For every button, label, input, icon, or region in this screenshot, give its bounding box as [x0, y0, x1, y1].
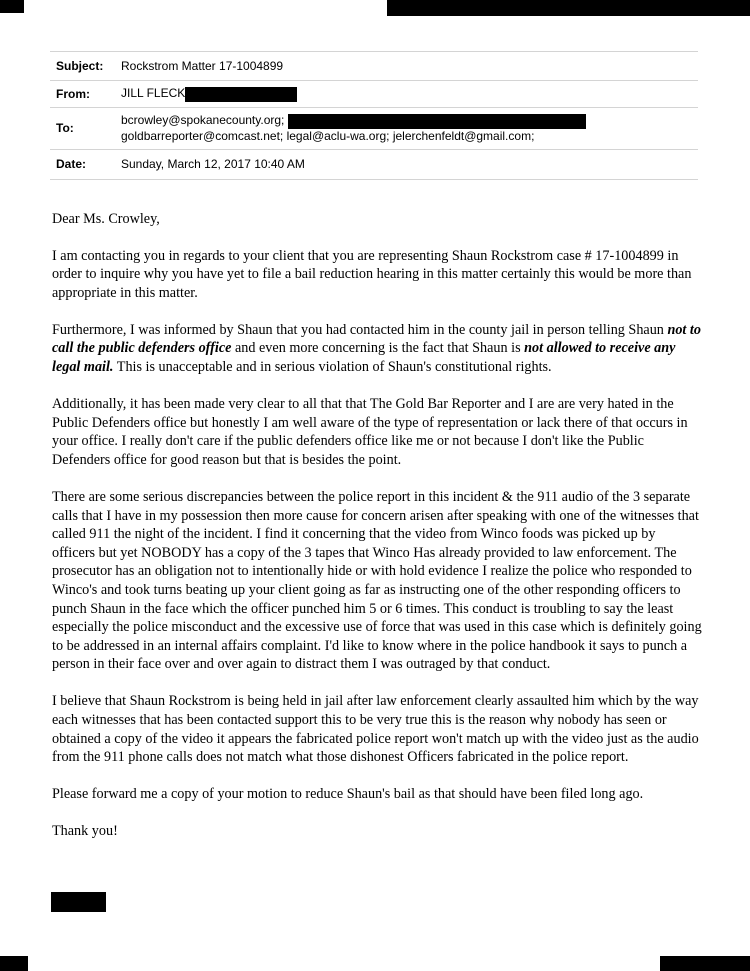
to-row — [50, 108, 698, 150]
redaction-top-right — [387, 0, 750, 16]
from-row — [50, 81, 698, 108]
from-cell — [113, 81, 698, 108]
paragraph-public-defenders: Additionally, it has been made very clear to all that that The Gold Bar Reporter and I are are very hated in the Public Defenders office but honestly I am well aware of the type of representation or lack there of that occurs in your office. I really don't care if the public defenders office like me or not because I don't like the Public Defenders office for good reason but that is besides the point. — [52, 396, 688, 468]
paragraph-discrepancies: There are some serious discrepancies between the police report in this incident & the 911 audio of the 3 separate calls that I have in my possession then more cause for concern arisen after speaking with one of the witnesses that called 911 the night of the incident. I find it concerning that the video from Winco foods was picked up by officers but yet NOBODY has a copy of the 3 tapes that Winco Has already provided to law enforcement. The prosecutor has an obligation not to intentionally hide or with hold evidence I realize the police who responded to Winco's and took turns beating up your client going as far as instructing one of the other responding officers to punch Shaun in the face which the officer punched him 5 or 6 times. This conduct is troubling to say the least especially the police misconduct and the excessive use of force that was used in this case which is definitely going to be addressed in an internal affairs complaint. I'd like to know where in the police handbook it says to punch a person in their face over and over again to distract them I was outraged by that conduct. — [52, 489, 702, 673]
paragraph-jail-contact — [52, 321, 702, 377]
from-value: JILL FLECK — [121, 86, 186, 101]
from-label: From: — [50, 81, 113, 108]
p2-emphasis-b: not allowed to receive any legal mail. — [52, 340, 676, 376]
paragraph-bail: I am contacting you in regards to your client that you are representing Shaun Rockstrom case # 17-1004899 in order to inquire why you have yet to file a bail reduction hearing in this matter certainly this would be more than appropriate in this matter. — [52, 247, 692, 301]
email-header — [50, 51, 698, 180]
date-value: Sunday, March 12, 2017 10:40 AM — [113, 150, 698, 180]
redaction-top-left — [0, 0, 24, 13]
p2-text-a: Furthermore, I was informed by Shaun that you had contacted him in the county jail in person telling Shaun — [52, 321, 668, 338]
to-redaction — [288, 114, 586, 129]
paragraph-request: Please forward me a copy of your motion to reduce Shaun's bail as that should have been filed long ago. — [52, 786, 644, 803]
email-body — [52, 210, 702, 860]
subject-value: Rockstrom Matter 17-1004899 — [113, 52, 698, 81]
to-recipient-1: bcrowley@spokanecounty.org; — [121, 113, 285, 128]
subject-row — [50, 52, 698, 81]
to-line-1 — [121, 113, 698, 128]
redaction-signature — [51, 892, 106, 912]
to-line-2: goldbarreporter@comcast.net; legal@aclu-wa.org; jelerchenfeldt@gmail.com; — [121, 128, 535, 143]
redaction-bottom-right — [660, 956, 750, 971]
p2-text-c: and even more concerning is the fact that Shaun is — [231, 340, 525, 357]
greeting: Dear Ms. Crowley, — [52, 211, 160, 227]
date-label: Date: — [50, 150, 113, 180]
from-redaction — [185, 87, 297, 102]
redaction-bottom-left — [0, 956, 28, 971]
date-row — [50, 150, 698, 180]
subject-label: Subject: — [50, 52, 113, 81]
p2-text-e: This is unacceptable and in serious violation of Shaun's constitutional rights. — [113, 359, 552, 376]
to-label: To: — [50, 108, 113, 150]
paragraph-assault: I believe that Shaun Rockstrom is being held in jail after law enforcement clearly assaulted him which by the way each witnesses that has been contacted support this to be very true this is the reason why nobody has seen or obtained a copy of the video it appears the fabricated police report won't match up with the video just as the audio from the 911 phone calls does not match what those dishonest Officers fabricated in the police report. — [52, 693, 699, 766]
p2-emphasis-a: not to call the public defenders office — [52, 321, 701, 357]
to-cell — [113, 108, 698, 150]
closing: Thank you! — [52, 823, 118, 840]
